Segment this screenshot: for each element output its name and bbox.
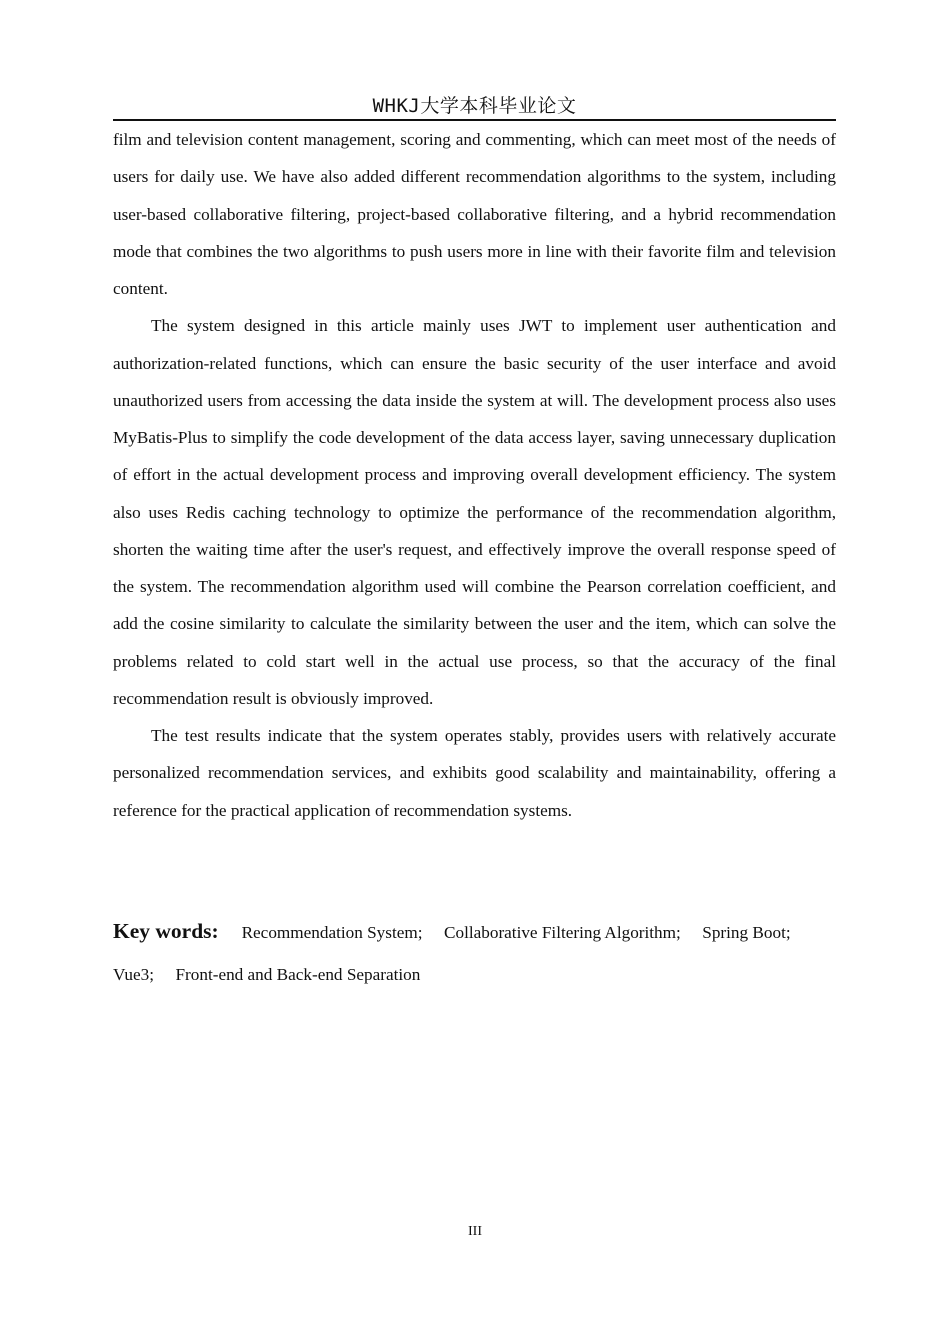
abstract-paragraph: The system designed in this article mainly uses JWT to implement user authentication and authorization-related functions, which can ensure the basic security of the user interface and avoid unauthorized users from accessing the data inside the system at will. The development process also uses MyBatis-Plus to simplify the code development of the data access layer, saving unnecessary duplication of effort in the actual development process and improving overall development efficiency. The system also uses Redis caching technology to optimize the performance of the recommendation algorithm, shorten the waiting time after the user's request, and effectively improve the overall response speed of the system. The recommendation algorithm used will combine the Pearson correlation coefficient, and add the cosine similarity to calculate the similarity between the user and the item, which can solve the problems related to cold start well in the actual use process, so that the accuracy of the final recommendation result is obviously improved.: [113, 316, 836, 708]
keyword-item: Recommendation System;: [241, 923, 423, 942]
keywords-section: [113, 910, 836, 996]
header-title: WHKJ大学本科毕业论文: [372, 95, 577, 117]
keyword-item: Vue3;: [113, 965, 154, 984]
keyword-item: Spring Boot;: [702, 923, 791, 942]
abstract-body: [113, 121, 836, 829]
page-number: III: [468, 1224, 482, 1239]
abstract-paragraph-continued: film and television content management, scoring and commenting, which can meet most of the needs of users for daily use. We have also added different recommendation algorithms to the system, including user-based collaborative filtering, project-based collaborative filtering, and a hybrid recommendation mode that combines the two algorithms to push users more in line with their favorite film and television content.: [113, 130, 836, 298]
page-header: [113, 92, 836, 121]
keyword-item: Collaborative Filtering Algorithm;: [444, 923, 681, 942]
abstract-paragraph: The test results indicate that the system operates stably, provides users with relatively accurate personalized recommendation services, and exhibits good scalability and maintainability, offering a reference for the practical application of recommendation systems.: [113, 726, 836, 820]
keyword-item: Front-end and Back-end Separation: [175, 965, 421, 984]
keywords-label: Key words:: [113, 919, 219, 943]
